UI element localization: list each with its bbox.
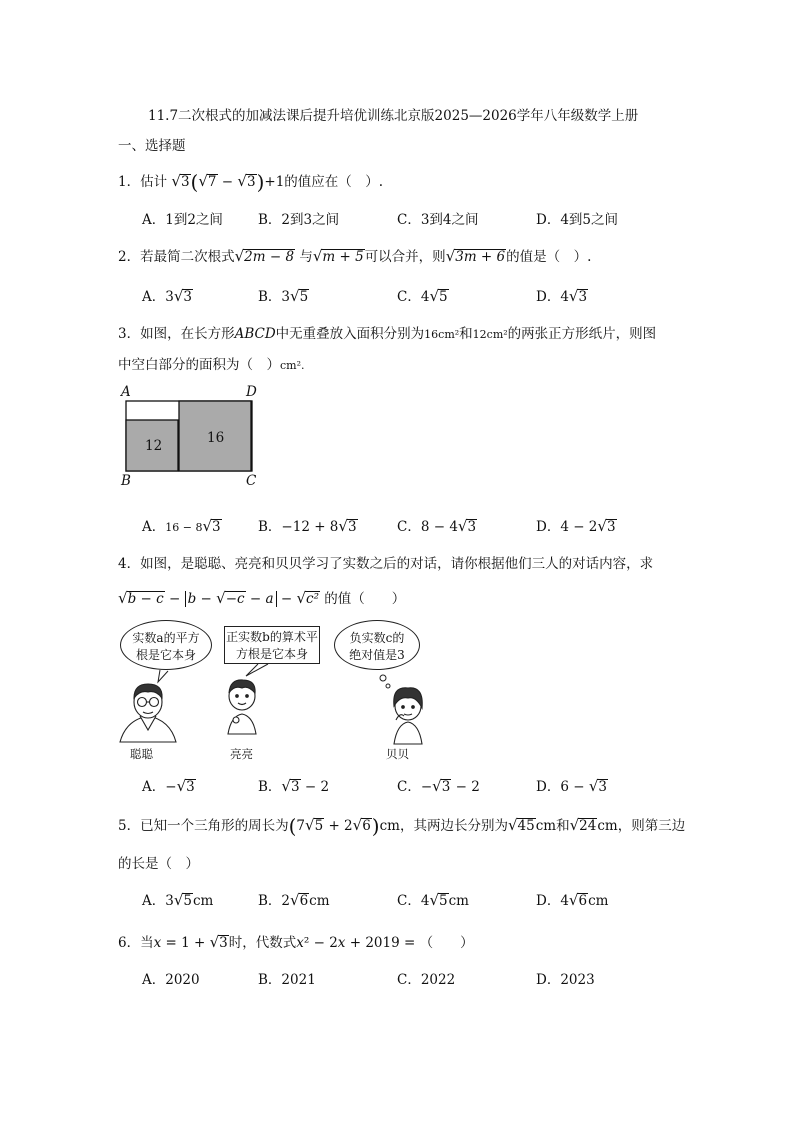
question-text: 如图，是聪聪、亮亮和贝贝学习了实数之后的对话，请你根据他们三人的对话内容，求 [140, 556, 654, 572]
option-c[interactable]: C．2022 [397, 972, 456, 988]
small-square-area: 12 [145, 438, 163, 454]
option-a[interactable]: A．3√3 [142, 287, 192, 305]
option-c[interactable]: C．4√5 [397, 287, 448, 305]
question-text: 如图，在长方形 [140, 326, 235, 342]
option-c[interactable]: C．−√3 − 2 [397, 777, 480, 795]
expression: √b − c − b − √−c − a − √c² [118, 589, 319, 607]
vertex-a: A [121, 384, 131, 400]
question-6 [118, 931, 474, 951]
question-number: 3． [118, 326, 141, 342]
bubble-text: 负实数c的 [349, 631, 405, 645]
question-4 [118, 552, 653, 572]
question-number: 4． [118, 556, 141, 572]
question-text: 与 [299, 249, 313, 265]
option-b[interactable]: B．2到3之间 [258, 212, 340, 228]
option-d[interactable]: D．4到5之间 [536, 212, 619, 228]
characters-illustration [118, 616, 428, 762]
question-text: 可以合并，则 [364, 249, 446, 265]
expression: x = 1 + √3 [153, 933, 228, 951]
dialogue-figure [118, 616, 428, 762]
area-value: 12cm² [472, 328, 508, 341]
option-a[interactable]: A．1到2之间 [142, 212, 223, 228]
option-d[interactable]: D．4√3 [536, 287, 588, 305]
name-liangliang: 亮亮 [230, 747, 253, 761]
question-2: 2．若最简二次根式√2m − 8 与√m + 5可以合并，则√3m + 6的值是（ ）. [118, 247, 592, 265]
question-text: 若最简二次根式 [140, 249, 235, 265]
question-text: +1的值应在（ ）. [264, 174, 384, 190]
vertex-b: B [121, 473, 131, 489]
section-heading: 一、选择题 [118, 138, 186, 154]
option-b[interactable]: B．−12 + 8√3 [258, 517, 357, 535]
expression: √3(√7 − √3) [171, 170, 265, 194]
bubble-text: 实数a的平方 [132, 631, 200, 645]
question-number: 5． [118, 818, 141, 834]
big-square-area: 16 [207, 430, 225, 446]
option-d[interactable]: D．2023 [536, 972, 595, 988]
question-text: 中空白部分的面积为（ ） [118, 357, 280, 373]
option-c[interactable]: C．3到4之间 [397, 212, 479, 228]
name-beibei: 贝贝 [386, 747, 409, 761]
area-value: 16cm² [424, 328, 460, 341]
unit: cm². [280, 359, 305, 372]
question-5-line2: 的长是（ ） [118, 856, 199, 872]
question-text: 的值是（ ）. [506, 249, 592, 265]
question-4-line2 [118, 587, 405, 607]
congcong-figure [120, 684, 176, 742]
radicand: 2m − 8 [244, 249, 295, 265]
question-text: cm和 [535, 818, 570, 834]
option-a[interactable]: A．3√5cm [142, 891, 214, 909]
question-text: 当 [140, 935, 154, 951]
question-number: 1． [118, 174, 141, 190]
bubble-text: 正实数b的算术平 [226, 630, 318, 644]
page-title: 11.7二次根式的加减法课后提升培优训练北京版2025—2026学年八年级数学上册 [148, 108, 639, 124]
question-text: cm，其两边长分别为 [379, 818, 508, 834]
option-b[interactable]: B．3√5 [258, 287, 309, 305]
name-congcong: 聪聪 [130, 747, 153, 761]
question-3-line2 [118, 353, 305, 373]
radicand: 3m + 6 [455, 249, 506, 265]
liangliang-figure [228, 680, 256, 734]
question-text: （ ） [419, 935, 474, 951]
option-c[interactable]: C．4√5cm [397, 891, 469, 909]
option-c[interactable]: C．8 − 4√3 [397, 517, 477, 535]
question-3 [118, 322, 656, 342]
option-b[interactable]: B．2021 [258, 972, 316, 988]
option-d[interactable]: D．4√6cm [536, 891, 609, 909]
question-5: 5．已知一个三角形的周长为(7√5 + 2√6)cm，其两边长分别为√45cm和√24cm，则第三边 [118, 814, 686, 838]
bubble-text: 根是它本身 [135, 648, 196, 663]
option-d[interactable]: D．6 − √3 [536, 777, 607, 795]
question-text: 时，代数式 [228, 935, 297, 951]
option-a[interactable]: A．16 − 8√3 [142, 517, 221, 535]
question-1 [118, 170, 383, 194]
question-number: 6． [118, 935, 141, 951]
bubble-text: 绝对值是3 [349, 648, 405, 663]
expression: (7√5 + 2√6) [288, 814, 380, 838]
radicand: m + 5 [322, 249, 364, 265]
bubble-text: 方根是它本身 [235, 647, 308, 662]
question-text: cm，则第三边 [597, 818, 686, 834]
question-text: 和 [459, 326, 473, 342]
beibei-figure [394, 688, 422, 744]
rectangle-figure [118, 384, 268, 488]
vertex-c: C [246, 473, 257, 489]
option-b[interactable]: B．√3 − 2 [258, 777, 330, 795]
option-b[interactable]: B．2√6cm [258, 891, 330, 909]
vertex-d: D [246, 384, 257, 400]
option-a[interactable]: A．−√3 [142, 777, 195, 795]
option-d[interactable]: D．4 − 2√3 [536, 517, 616, 535]
question-text: 估计 [140, 174, 168, 190]
rect-label: ABCD [234, 326, 276, 342]
question-text: 的两张正方形纸片，则图 [507, 326, 657, 342]
expression: x² − 2x + 2019 = [296, 935, 420, 951]
question-text: 中无重叠放入面积分别为 [275, 326, 425, 342]
question-number: 2． [118, 249, 141, 265]
question-text: 的值（ ） [324, 591, 406, 607]
question-text: 已知一个三角形的周长为 [140, 818, 289, 834]
option-a[interactable]: A．2020 [142, 972, 200, 988]
